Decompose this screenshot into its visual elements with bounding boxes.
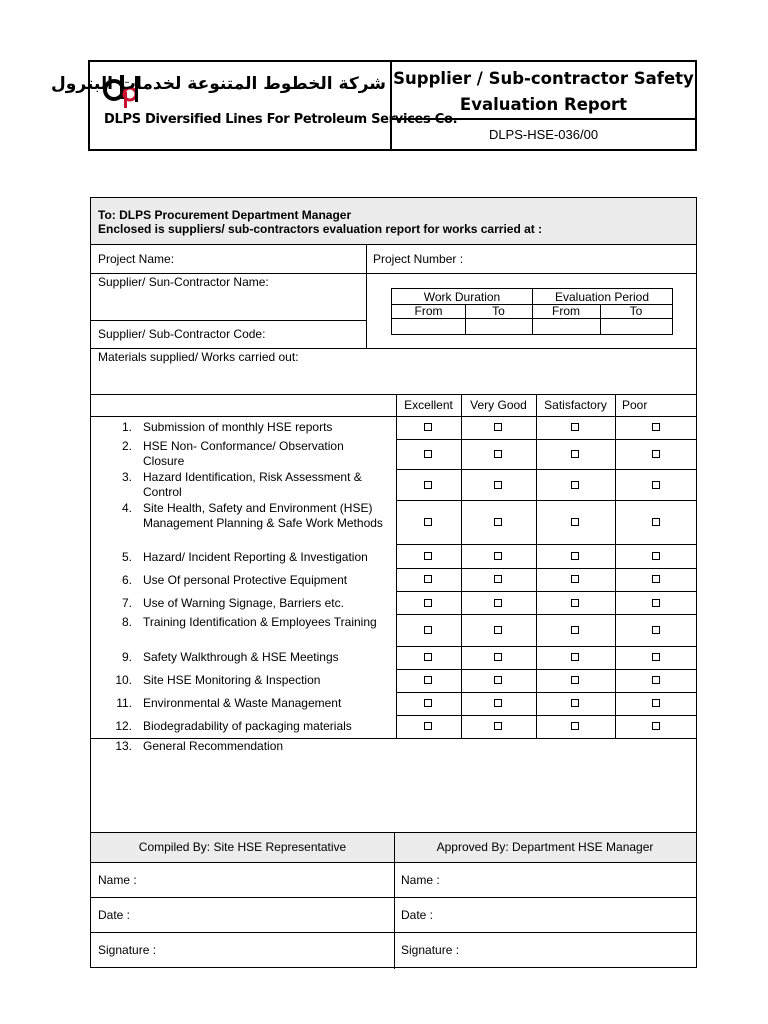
rating-header-very-good: Very Good bbox=[470, 398, 527, 412]
rating-checkbox-very-good[interactable] bbox=[494, 653, 502, 661]
rating-checkbox-poor[interactable] bbox=[652, 653, 660, 661]
rating-checkbox-satisfactory[interactable] bbox=[571, 552, 579, 560]
eval-to-label: To bbox=[629, 304, 643, 318]
rating-header-satisfactory: Satisfactory bbox=[544, 398, 607, 412]
enclosed-line: Enclosed is suppliers/ sub-contractors evaluation report for works carried at : bbox=[98, 222, 543, 236]
criterion-text: Biodegradability of packaging materials bbox=[143, 719, 352, 733]
rating-checkbox-poor[interactable] bbox=[652, 676, 660, 684]
rating-checkbox-satisfactory[interactable] bbox=[571, 626, 579, 634]
criterion-number: 11. bbox=[116, 696, 132, 710]
project-name-label: Project Name: bbox=[98, 252, 175, 266]
project-number-label: Project Number : bbox=[373, 252, 464, 266]
supplier-name-label: Supplier/ Sun-Contractor Name: bbox=[98, 275, 269, 289]
rating-checkbox-very-good[interactable] bbox=[494, 552, 502, 560]
criterion-number: 5. bbox=[121, 550, 132, 564]
work-from-label: From bbox=[414, 304, 443, 318]
company-logo-block bbox=[51, 62, 458, 149]
criterion-number: 6. bbox=[121, 573, 132, 587]
rating-checkbox-poor[interactable] bbox=[652, 575, 660, 583]
criterion-text: Use Of personal Protective Equipment bbox=[143, 573, 348, 587]
rating-header-poor: Poor bbox=[622, 398, 648, 412]
criterion-number: 1. bbox=[121, 420, 132, 434]
approved-date-label: Date : bbox=[401, 908, 434, 922]
criterion-text: Site Health, Safety and Environment (HSE) Management Planning & Safe Work Methods bbox=[143, 501, 383, 530]
rating-checkbox-poor[interactable] bbox=[652, 699, 660, 707]
criterion-number: 3. bbox=[121, 470, 132, 484]
report-title bbox=[392, 62, 695, 120]
rating-checkbox-excellent[interactable] bbox=[424, 481, 432, 489]
rating-checkbox-satisfactory[interactable] bbox=[571, 676, 579, 684]
approved-name-label: Name : bbox=[401, 873, 440, 887]
criterion-number: 12. bbox=[115, 719, 132, 733]
rating-checkbox-satisfactory[interactable] bbox=[571, 599, 579, 607]
company-arabic-name: شركة الخطوط المتنوعة لخدمات البترول bbox=[51, 74, 386, 94]
criterion-number: 8. bbox=[121, 615, 132, 629]
rating-checkbox-excellent[interactable] bbox=[424, 676, 432, 684]
criterion-text: Training Identification & Employees Training bbox=[143, 615, 377, 629]
rating-checkbox-very-good[interactable] bbox=[494, 423, 502, 431]
rating-checkbox-excellent[interactable] bbox=[424, 626, 432, 634]
criterion-text: Environmental & Waste Management bbox=[143, 696, 342, 710]
criterion-text: Submission of monthly HSE reports bbox=[143, 420, 333, 434]
rating-checkbox-very-good[interactable] bbox=[494, 626, 502, 634]
rating-checkbox-excellent[interactable] bbox=[424, 722, 432, 730]
rating-checkbox-satisfactory[interactable] bbox=[571, 722, 579, 730]
criterion-number: 7. bbox=[121, 596, 132, 610]
compiled-name-label: Name : bbox=[98, 873, 137, 887]
criterion-text: Use of Warning Signage, Barriers etc. bbox=[143, 596, 344, 610]
period-table bbox=[391, 288, 673, 335]
rating-checkbox-excellent[interactable] bbox=[424, 518, 432, 526]
rating-checkbox-satisfactory[interactable] bbox=[571, 481, 579, 489]
criterion-text: HSE Non- Conformance/ Observation Closure bbox=[143, 439, 344, 468]
rating-checkbox-excellent[interactable] bbox=[424, 552, 432, 560]
rating-checkbox-excellent[interactable] bbox=[424, 450, 432, 458]
rating-checkbox-excellent[interactable] bbox=[424, 653, 432, 661]
criterion-number: 2. bbox=[121, 439, 132, 453]
criterion-text: Hazard Identification, Risk Assessment & Control bbox=[143, 470, 362, 499]
rating-checkbox-satisfactory[interactable] bbox=[571, 423, 579, 431]
rating-checkbox-poor[interactable] bbox=[652, 552, 660, 560]
compiled-by-label: Compiled By: Site HSE Representative bbox=[138, 840, 347, 854]
general-number: 13. bbox=[115, 739, 132, 753]
document-header bbox=[51, 60, 697, 151]
rating-checkbox-very-good[interactable] bbox=[494, 722, 502, 730]
criterion-number: 10. bbox=[115, 673, 132, 687]
rating-checkbox-excellent[interactable] bbox=[424, 423, 432, 431]
rating-checkbox-poor[interactable] bbox=[652, 423, 660, 431]
rating-header-excellent: Excellent bbox=[404, 398, 453, 412]
supplier-code-label: Supplier/ Sub-Contractor Code: bbox=[98, 327, 266, 341]
to-line: To: DLPS Procurement Department Manager bbox=[98, 208, 352, 222]
criterion-text: Safety Walkthrough & HSE Meetings bbox=[143, 650, 339, 664]
rating-checkbox-satisfactory[interactable] bbox=[571, 699, 579, 707]
work-duration-label: Work Duration bbox=[423, 290, 501, 304]
rating-checkbox-very-good[interactable] bbox=[494, 599, 502, 607]
criterion-number: 4. bbox=[121, 501, 132, 515]
approved-signature-label: Signature : bbox=[401, 943, 460, 957]
report-title-line1: Supplier / Sub-contractor Safety bbox=[393, 69, 694, 88]
criterion-text: Hazard/ Incident Reporting & Investigation bbox=[143, 550, 368, 564]
rating-checkbox-poor[interactable] bbox=[652, 481, 660, 489]
rating-checkbox-satisfactory[interactable] bbox=[571, 653, 579, 661]
report-title-line2: Evaluation Report bbox=[459, 95, 628, 114]
compiled-signature-label: Signature : bbox=[98, 943, 157, 957]
rating-checkbox-poor[interactable] bbox=[652, 626, 660, 634]
rating-checkbox-very-good[interactable] bbox=[494, 676, 502, 684]
approved-by-label: Approved By: Department HSE Manager bbox=[436, 840, 654, 854]
rating-checkbox-excellent[interactable] bbox=[424, 575, 432, 583]
rating-checkbox-very-good[interactable] bbox=[494, 450, 502, 458]
criterion-number: 9. bbox=[121, 650, 132, 664]
rating-checkbox-very-good[interactable] bbox=[494, 481, 502, 489]
rating-checkbox-very-good[interactable] bbox=[494, 518, 502, 526]
rating-checkbox-satisfactory[interactable] bbox=[571, 450, 579, 458]
compiled-date-label: Date : bbox=[98, 908, 131, 922]
rating-checkbox-poor[interactable] bbox=[652, 599, 660, 607]
general-recommendation-label: General Recommendation bbox=[143, 739, 284, 753]
rating-checkbox-satisfactory[interactable] bbox=[571, 518, 579, 526]
materials-label: Materials supplied/ Works carried out: bbox=[98, 350, 299, 364]
rating-checkbox-excellent[interactable] bbox=[424, 699, 432, 707]
document-code: DLPS-HSE-036/00 bbox=[488, 127, 599, 142]
evaluation-period-label: Evaluation Period bbox=[554, 290, 650, 304]
company-english-name: DLPS Diversified Lines For Petroleum Services Co. bbox=[104, 112, 458, 127]
rating-checkbox-poor[interactable] bbox=[652, 722, 660, 730]
rating-checkbox-poor[interactable] bbox=[652, 518, 660, 526]
rating-checkbox-very-good[interactable] bbox=[494, 699, 502, 707]
eval-from-label: From bbox=[552, 304, 580, 318]
rating-checkbox-poor[interactable] bbox=[652, 450, 660, 458]
rating-checkbox-excellent[interactable] bbox=[424, 599, 432, 607]
rating-checkbox-satisfactory[interactable] bbox=[571, 575, 579, 583]
criterion-text: Site HSE Monitoring & Inspection bbox=[143, 673, 321, 687]
work-to-label: To bbox=[492, 304, 505, 318]
rating-checkbox-very-good[interactable] bbox=[494, 575, 502, 583]
evaluation-form bbox=[90, 197, 697, 968]
